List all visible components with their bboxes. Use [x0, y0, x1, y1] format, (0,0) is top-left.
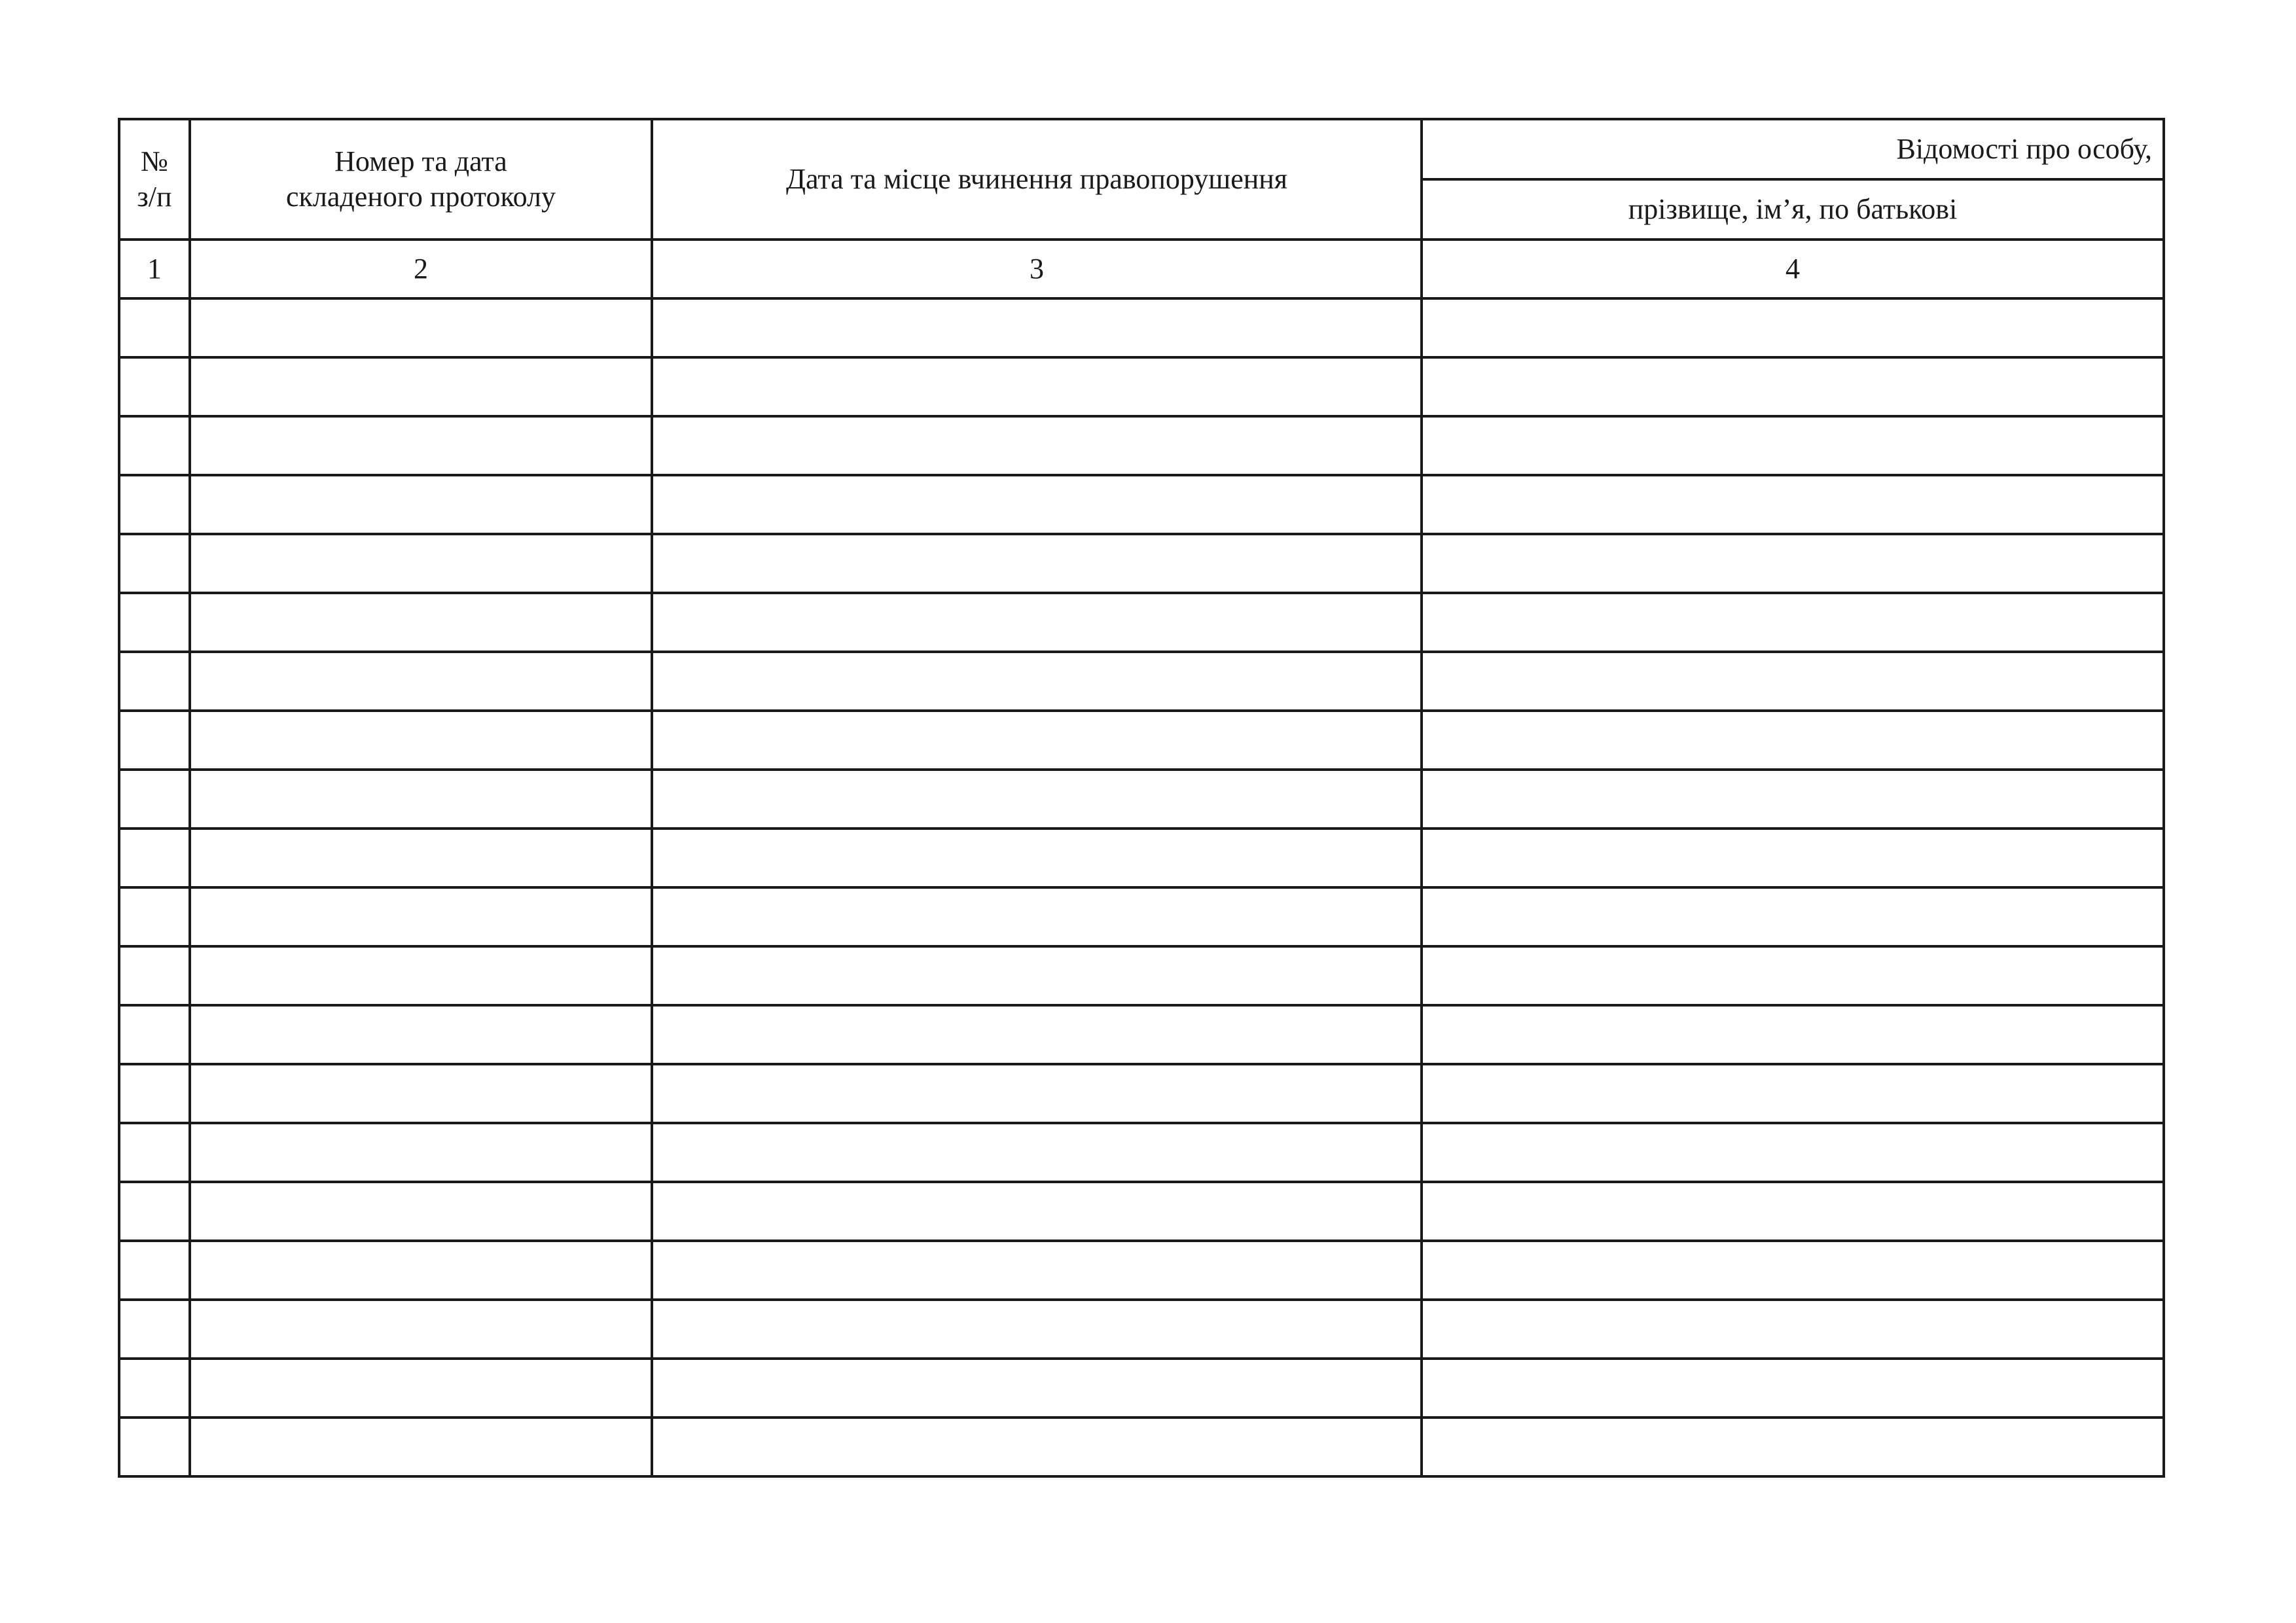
header-person-name-cell — [1422, 179, 2164, 240]
row-protocol-cell — [190, 357, 652, 416]
table-row — [119, 1418, 2164, 1476]
row-number-cell — [119, 652, 190, 711]
row-offense-cell — [652, 534, 1422, 593]
header-offense-cell — [652, 119, 1422, 240]
empty-rows-body — [119, 298, 2164, 1476]
row-number-cell — [119, 534, 190, 593]
table-row — [119, 1359, 2164, 1418]
row-person-cell — [1422, 357, 2164, 416]
row-person-cell — [1422, 1005, 2164, 1064]
row-person-cell — [1422, 711, 2164, 770]
row-protocol-cell — [190, 416, 652, 475]
row-number-cell — [119, 1005, 190, 1064]
row-offense-cell — [652, 298, 1422, 357]
row-number-cell — [119, 829, 190, 887]
row-protocol-cell — [190, 1418, 652, 1476]
column-number-1: 1 — [119, 240, 190, 298]
header-row-top — [119, 119, 2164, 179]
row-protocol-cell — [190, 1300, 652, 1359]
row-number-cell — [119, 946, 190, 1005]
table-row — [119, 298, 2164, 357]
row-person-cell — [1422, 1241, 2164, 1300]
row-offense-cell — [652, 416, 1422, 475]
table-row — [119, 829, 2164, 887]
table-row — [119, 887, 2164, 946]
row-person-cell — [1422, 1300, 2164, 1359]
row-person-cell — [1422, 829, 2164, 887]
row-protocol-cell — [190, 1359, 652, 1418]
row-number-cell — [119, 770, 190, 829]
row-number-cell — [119, 1064, 190, 1123]
row-protocol-cell — [190, 1123, 652, 1182]
row-person-cell — [1422, 1182, 2164, 1241]
row-protocol-cell — [190, 1064, 652, 1123]
column-number-3: 3 — [652, 240, 1422, 298]
header-person-info-cell — [1422, 119, 2164, 179]
row-person-cell — [1422, 770, 2164, 829]
row-offense-cell — [652, 593, 1422, 652]
column-number-4: 4 — [1422, 240, 2164, 298]
row-number-cell — [119, 1182, 190, 1241]
table-row — [119, 416, 2164, 475]
header-person-info-label: Відомості про особу, — [1896, 133, 2152, 165]
row-number-cell — [119, 357, 190, 416]
row-offense-cell — [652, 652, 1422, 711]
row-offense-cell — [652, 711, 1422, 770]
row-protocol-cell — [190, 770, 652, 829]
row-protocol-cell — [190, 534, 652, 593]
table-row — [119, 475, 2164, 534]
row-offense-cell — [652, 1123, 1422, 1182]
table-row — [119, 1123, 2164, 1182]
table-row — [119, 1182, 2164, 1241]
header-number-cell — [119, 119, 190, 240]
row-offense-cell — [652, 946, 1422, 1005]
row-number-cell — [119, 1359, 190, 1418]
row-protocol-cell — [190, 298, 652, 357]
row-number-cell — [119, 416, 190, 475]
row-protocol-cell — [190, 652, 652, 711]
row-offense-cell — [652, 357, 1422, 416]
row-protocol-cell — [190, 593, 652, 652]
row-offense-cell — [652, 770, 1422, 829]
row-person-cell — [1422, 1359, 2164, 1418]
row-person-cell — [1422, 593, 2164, 652]
table-row — [119, 593, 2164, 652]
column-number-row — [119, 240, 2164, 298]
row-offense-cell — [652, 829, 1422, 887]
row-person-cell — [1422, 887, 2164, 946]
header-number-label: № з/п — [137, 145, 172, 213]
row-offense-cell — [652, 1064, 1422, 1123]
row-person-cell — [1422, 1064, 2164, 1123]
row-number-cell — [119, 1241, 190, 1300]
row-number-cell — [119, 475, 190, 534]
row-offense-cell — [652, 887, 1422, 946]
table-row — [119, 1300, 2164, 1359]
row-offense-cell — [652, 475, 1422, 534]
row-number-cell — [119, 711, 190, 770]
row-number-cell — [119, 1123, 190, 1182]
row-person-cell — [1422, 1418, 2164, 1476]
table-row — [119, 357, 2164, 416]
row-offense-cell — [652, 1182, 1422, 1241]
row-offense-cell — [652, 1359, 1422, 1418]
row-person-cell — [1422, 1123, 2164, 1182]
row-number-cell — [119, 887, 190, 946]
row-offense-cell — [652, 1418, 1422, 1476]
table-row — [119, 652, 2164, 711]
row-number-cell — [119, 1300, 190, 1359]
table-row — [119, 534, 2164, 593]
row-number-cell — [119, 593, 190, 652]
row-protocol-cell — [190, 1241, 652, 1300]
row-person-cell — [1422, 534, 2164, 593]
row-protocol-cell — [190, 711, 652, 770]
row-protocol-cell — [190, 1005, 652, 1064]
header-protocol-label: Номер та дата складеного протоколу — [286, 145, 556, 213]
table-row — [119, 946, 2164, 1005]
table-row — [119, 711, 2164, 770]
row-offense-cell — [652, 1005, 1422, 1064]
row-protocol-cell — [190, 946, 652, 1005]
table-row — [119, 1064, 2164, 1123]
row-protocol-cell — [190, 1182, 652, 1241]
row-offense-cell — [652, 1300, 1422, 1359]
row-offense-cell — [652, 1241, 1422, 1300]
row-person-cell — [1422, 652, 2164, 711]
row-person-cell — [1422, 298, 2164, 357]
header-protocol-cell — [190, 119, 652, 240]
header-person-name-label: прізвище, ім’я, по батькові — [1628, 193, 1958, 225]
row-person-cell — [1422, 946, 2164, 1005]
row-number-cell — [119, 298, 190, 357]
row-protocol-cell — [190, 829, 652, 887]
table-row — [119, 1005, 2164, 1064]
table-row — [119, 1241, 2164, 1300]
header-offense-label: Дата та місце вчинення правопорушення — [785, 163, 1288, 195]
row-number-cell — [119, 1418, 190, 1476]
row-protocol-cell — [190, 887, 652, 946]
table-row — [119, 770, 2164, 829]
row-person-cell — [1422, 416, 2164, 475]
column-number-2: 2 — [190, 240, 652, 298]
row-person-cell — [1422, 475, 2164, 534]
row-protocol-cell — [190, 475, 652, 534]
protocol-register-table — [118, 118, 2165, 1478]
